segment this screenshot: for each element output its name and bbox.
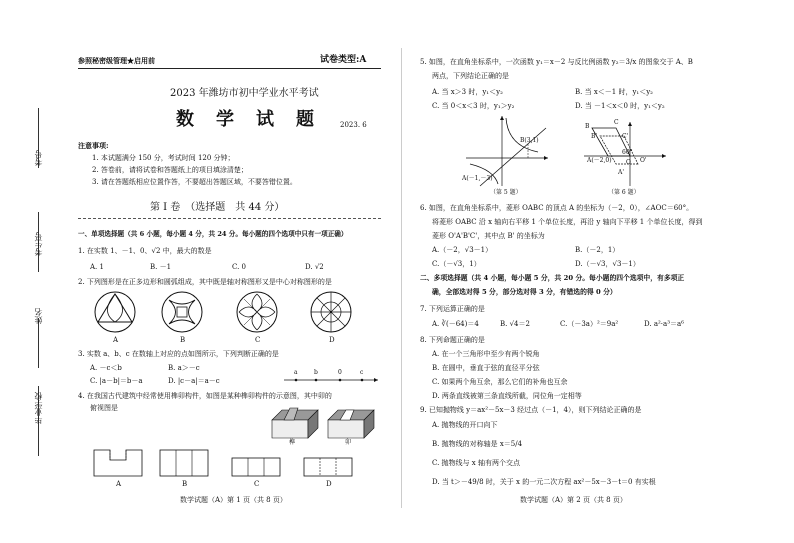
q7-option-b: B. √4＝2 (500, 320, 530, 328)
q4-label-a: A (116, 480, 122, 488)
q3-stem: 3. 实数 a、b、c 在数轴上对应的点如图所示，下列判断正确的是 (78, 350, 279, 358)
q8-option-b: B. 在圆中，垂直于弦的直径平分弦 (432, 364, 540, 372)
q8-option-a: A. 在一个三角形中至少有两个锐角 (432, 350, 540, 358)
q6-label-a-prime: A' (618, 169, 624, 176)
q5-option-b: B. 当 x＜－1 时，y₁＜y₂ (575, 88, 653, 96)
q6-label-b: B (585, 123, 590, 130)
q7-stem: 7. 下列运算正确的是 (420, 305, 485, 313)
q6-option-c: C.（－√3，1） (432, 260, 481, 268)
q6-fig-caption: （第 6 题） (608, 189, 640, 196)
q6-stem-line3: 菱形 O'A'B'C'，其中点 B' 的坐标为 (432, 232, 545, 240)
secret-label: 参照秘密级管理★启用前 (78, 56, 155, 65)
q6-label-c-prime: C' (622, 133, 629, 140)
name-label: 姓名 (34, 308, 43, 324)
notice-item: 2. 答卷前，请将试卷和答题纸上的项目填涂清楚； (92, 166, 248, 174)
exam-title: 2023 年潍坊市初中学业水平考试 (170, 88, 319, 99)
q9-stem: 9. 已知抛物线 y＝ax²－5x－3 经过点（－1，4），则下列结论正确的是 (420, 406, 642, 414)
footer-left: 数学试题（A）第 1 页（共 8 页） (180, 496, 287, 504)
section2-title-line2: 确，全部选对得 5 分，部分选对得 3 分，有错选的得 0 分） (432, 288, 617, 296)
q2-figure-c (232, 290, 282, 334)
q6-label-a: A(－2,0) (587, 157, 612, 164)
q5-option-a: A. 当 x＞3 时，y₁＜y₂ (432, 88, 503, 96)
q4-tenon-figure (268, 398, 383, 448)
q5-stem-line2: 两点，下列结论正确的是 (432, 72, 509, 80)
q9-option-d: D. 当 t＞－49/8 时，关于 x 的一元二次方程 ax²－5x－3－t＝0 有实根 (432, 478, 656, 486)
q1-stem: 1. 在实数 1、－1、0、√2 中，最大的数是 (78, 247, 212, 255)
q9-option-a: A. 抛物线的开口向下 (432, 421, 498, 429)
q4-label-b: B (182, 480, 188, 488)
q8-stem: 8. 下列命题正确的是 (420, 336, 485, 344)
q2-stem: 2. 下列图形是在正多边形和圆弧组成，其中既是轴对称图形又是中心对称图形的是 (78, 278, 332, 286)
axis-label-b: b (314, 369, 318, 376)
q6-option-b: B.（－2，1） (575, 246, 620, 254)
section1-title: 一、单项选择题（共 6 小题，每小题 4 分，共 24 分。每小题的四个选项中只有一项正确） (78, 230, 348, 238)
q4-option-a-figure (92, 448, 144, 478)
q8-option-c: C. 如果两个角互余，那么它们的补角也互余 (432, 378, 568, 386)
header-rule (78, 68, 381, 69)
q9-option-c: C. 抛物线与 x 轴有两个交点 (432, 459, 520, 467)
q4-option-c-figure (230, 456, 282, 478)
q5-stem-line1: 5. 如图，在直角坐标系中，一次函数 y₁＝x－2 与反比例函数 y₂＝3/x 的图象交于 A、B (420, 58, 693, 66)
volume-title: 第 Ⅰ 卷 （选择题 共 44 分） (150, 202, 285, 213)
q3-option-c: C. |a－b|＝b－a (90, 377, 143, 385)
notice-item: 1. 本试题满分 150 分，考试时间 120 分钟； (92, 154, 235, 162)
q4-stem-line1: 4. 在我国古代建筑中经常使用榫卯构件，如图是某种榫卯构件的示意图，其中卯的 (78, 392, 332, 400)
q6-option-d: D.（－√3，√3－1） (575, 260, 640, 268)
page-divider (401, 48, 402, 508)
q1-option-d: D. √2 (305, 263, 324, 271)
q4-label-d: D (326, 480, 332, 488)
q7-option-c: C.（－3a）²＝9a² (560, 320, 619, 328)
q6-label-b-prime: B' (591, 133, 598, 140)
axis-label-0: 0 (338, 369, 342, 376)
q6-label-o: O (626, 159, 631, 166)
q4-option-b-figure (158, 448, 210, 478)
q2-label-a: A (113, 336, 119, 344)
subject-title: 数 学 试 题 (176, 109, 316, 130)
q5-option-c: C. 当 0＜x＜3 时，y₁＞y₂ (432, 102, 515, 110)
q6-label-o-prime: O' (640, 157, 647, 164)
paper-type: 试卷类型:A (320, 55, 367, 65)
seat-no-label: 考生号 (34, 232, 43, 256)
volume-rule (78, 218, 381, 219)
section2-title: 二、多项选择题（共 4 小题，每小题 5 分，共 20 分。每小题的四个选项中，有多项正 (420, 274, 685, 282)
notice-title: 注意事项: (78, 141, 109, 150)
q3-option-a: A. －c＜b (90, 364, 122, 372)
q6-stem-line2: 将菱形 OABC 沿 x 轴向右平移 1 个单位长度，再沿 y 轴向下平移 1 个单位长度，得到 (432, 218, 703, 226)
exam-no-label: 考号 (34, 150, 43, 166)
q2-figure-d (306, 290, 356, 334)
school-label: 毕业学校 (34, 392, 43, 424)
q2-label-d: D (329, 336, 335, 344)
q6-label-c: C (614, 119, 619, 126)
q1-option-b: B. －1 (150, 263, 172, 271)
q5-point-b: B(3,1) (520, 137, 539, 144)
q9-option-b: B. 抛物线的对称轴是 x＝5/4 (432, 440, 523, 448)
q5-fig-caption: （第 5 题） (490, 189, 522, 196)
exam-date: 2023. 6 (340, 121, 367, 129)
binding-margin (0, 0, 72, 543)
q4-stem-line2: 俯视图是 (90, 404, 118, 412)
q1-option-c: C. 0 (232, 263, 247, 271)
q7-option-a: A. ∛(－64)＝4 (432, 320, 479, 328)
q2-label-c: C (255, 336, 261, 344)
q2-figure-b (157, 290, 207, 334)
notice-item: 3. 请在答题纸相应位置作答，不要超出答题区域，不要答错位置。 (92, 178, 297, 186)
q2-figure-a (90, 290, 140, 334)
q5-point-a: A(－1,－3) (462, 175, 493, 182)
mao-label: 卯 (345, 439, 352, 446)
q4-option-d-figure (302, 456, 354, 478)
q4-label-c: C (254, 480, 260, 488)
q8-option-d: D. 两条直线被第三条直线所截，同位角一定相等 (432, 392, 582, 400)
sun-label: 榫 (289, 439, 296, 446)
q6-angle-60: 60° (622, 149, 633, 156)
q6-option-a: A.（－2，√3－1） (432, 246, 493, 254)
q1-option-a: A. 1 (90, 263, 104, 271)
q6-stem-line1: 6. 如图，在直角坐标系中，菱形 OABC 的顶点 A 的坐标为（－2，0），∠AOC＝60°。 (420, 204, 694, 212)
axis-label-c: c (360, 369, 364, 376)
q3-option-d: D. |c－a|＝a－c (168, 377, 220, 385)
name-line (38, 318, 39, 368)
q3-option-b: B. a＞－c (168, 364, 200, 372)
q7-option-d: D. a²·a³＝a⁶ (644, 320, 684, 328)
axis-label-a: a (294, 369, 298, 376)
footer-right: 数学试题（A）第 2 页（共 8 页） (520, 496, 627, 504)
q5-option-d: D. 当 －1＜x＜0 时，y₁＜y₂ (575, 102, 665, 110)
q2-label-b: B (180, 336, 186, 344)
